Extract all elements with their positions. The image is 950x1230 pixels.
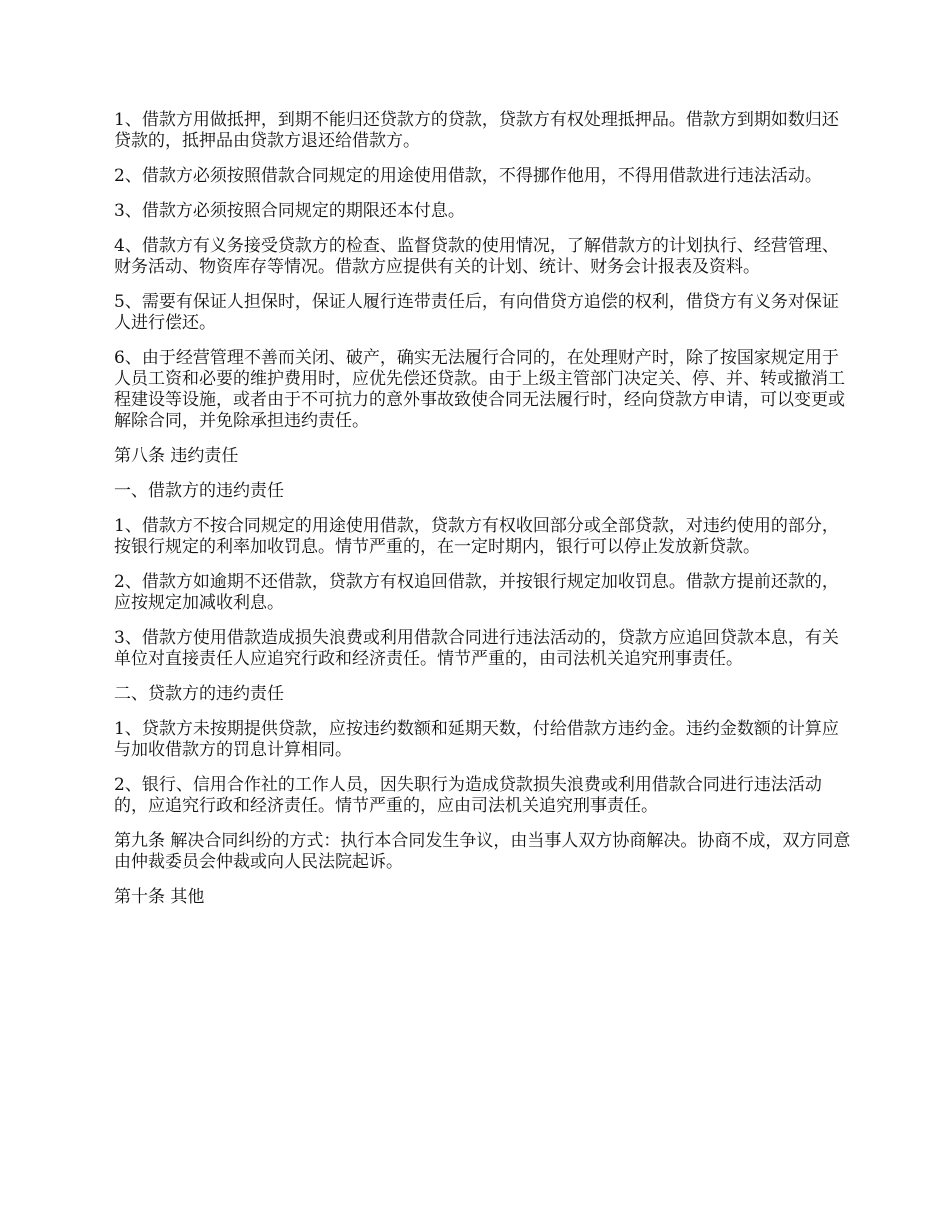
document-page [114, 110, 854, 922]
heading-article-8: 第八条 违约责任 [114, 446, 239, 466]
paragraph-loan-usage: 2、借款方必须按照借款合同规定的用途使用借款，不得挪作他用，不得用借款进行违法活动。 [114, 166, 822, 186]
paragraph-lender-delay: 1、贷款方未按期提供贷款，应按违约数额和延期天数，付给借款方违约金。违约金数额的计算应与加收借款方的罚息计算相同。 [114, 719, 839, 760]
paragraph-repayment-term: 3、借款方必须按照合同规定的期限还本付息。 [114, 201, 465, 221]
paragraph-bankruptcy: 6、由于经营管理不善而关闭、破产，确实无法履行合同的，在处理财产时，除了按国家规定用于人员工资和必要的维护费用时，应优先偿还贷款。由于上级主管部门决定关、停、并、转或撤消工程建设等设施，或者由于不可抗力的意外事故致使合同无法履行时，经向贷款方申请，可以变更或解除合同，并免除承担违约责任。 [114, 348, 845, 431]
heading-article-10: 第十条 其他 [114, 887, 205, 907]
paragraph-guarantor: 5、需要有保证人担保时，保证人履行连带责任后，有向借贷方追偿的权利，借贷方有义务对保证人进行偿还。 [114, 292, 839, 333]
paragraph-inspection-duty: 4、借款方有义务接受贷款方的检查、监督贷款的使用情况，了解借款方的计划执行、经营管理、财务活动、物资库存等情况。借款方应提供有关的计划、统计、财务会计报表及资料。 [114, 236, 839, 277]
paragraph-illegal-activity: 3、借款方使用借款造成损失浪费或利用借款合同进行违法活动的，贷款方应追回贷款本息，有关单位对直接责任人应追究行政和经济责任。情节严重的，由司法机关追究刑事责任。 [114, 628, 839, 669]
heading-article-9: 第九条 解决合同纠纷的方式：执行本合同发生争议，由当事人双方协商解决。协商不成，双方同意由仲裁委员会仲裁或向人民法院起诉。 [114, 831, 851, 872]
subheading-borrower-liability: 一、借款方的违约责任 [114, 481, 284, 501]
paragraph-overdue-penalty: 2、借款方如逾期不还借款，贷款方有权追回借款，并按银行规定加收罚息。借款方提前还款的，应按规定加减收利息。 [114, 572, 839, 613]
subheading-lender-liability: 二、贷款方的违约责任 [114, 684, 284, 704]
paragraph-misuse-penalty: 1、借款方不按合同规定的用途使用借款，贷款方有权收回部分或全部贷款，对违约使用的部分，按银行规定的利率加收罚息。情节严重的，在一定时期内，银行可以停止发放新贷款。 [114, 516, 839, 557]
paragraph-collateral-return: 1、借款方用做抵押，到期不能归还贷款方的贷款，贷款方有权处理抵押品。借款方到期如数归还贷款的，抵押品由贷款方退还给借款方。 [114, 110, 839, 151]
paragraph-staff-negligence: 2、银行、信用合作社的工作人员，因失职行为造成贷款损失浪费或利用借款合同进行违法活动的，应追究行政和经济责任。情节严重的，应由司法机关追究刑事责任。 [114, 775, 822, 816]
